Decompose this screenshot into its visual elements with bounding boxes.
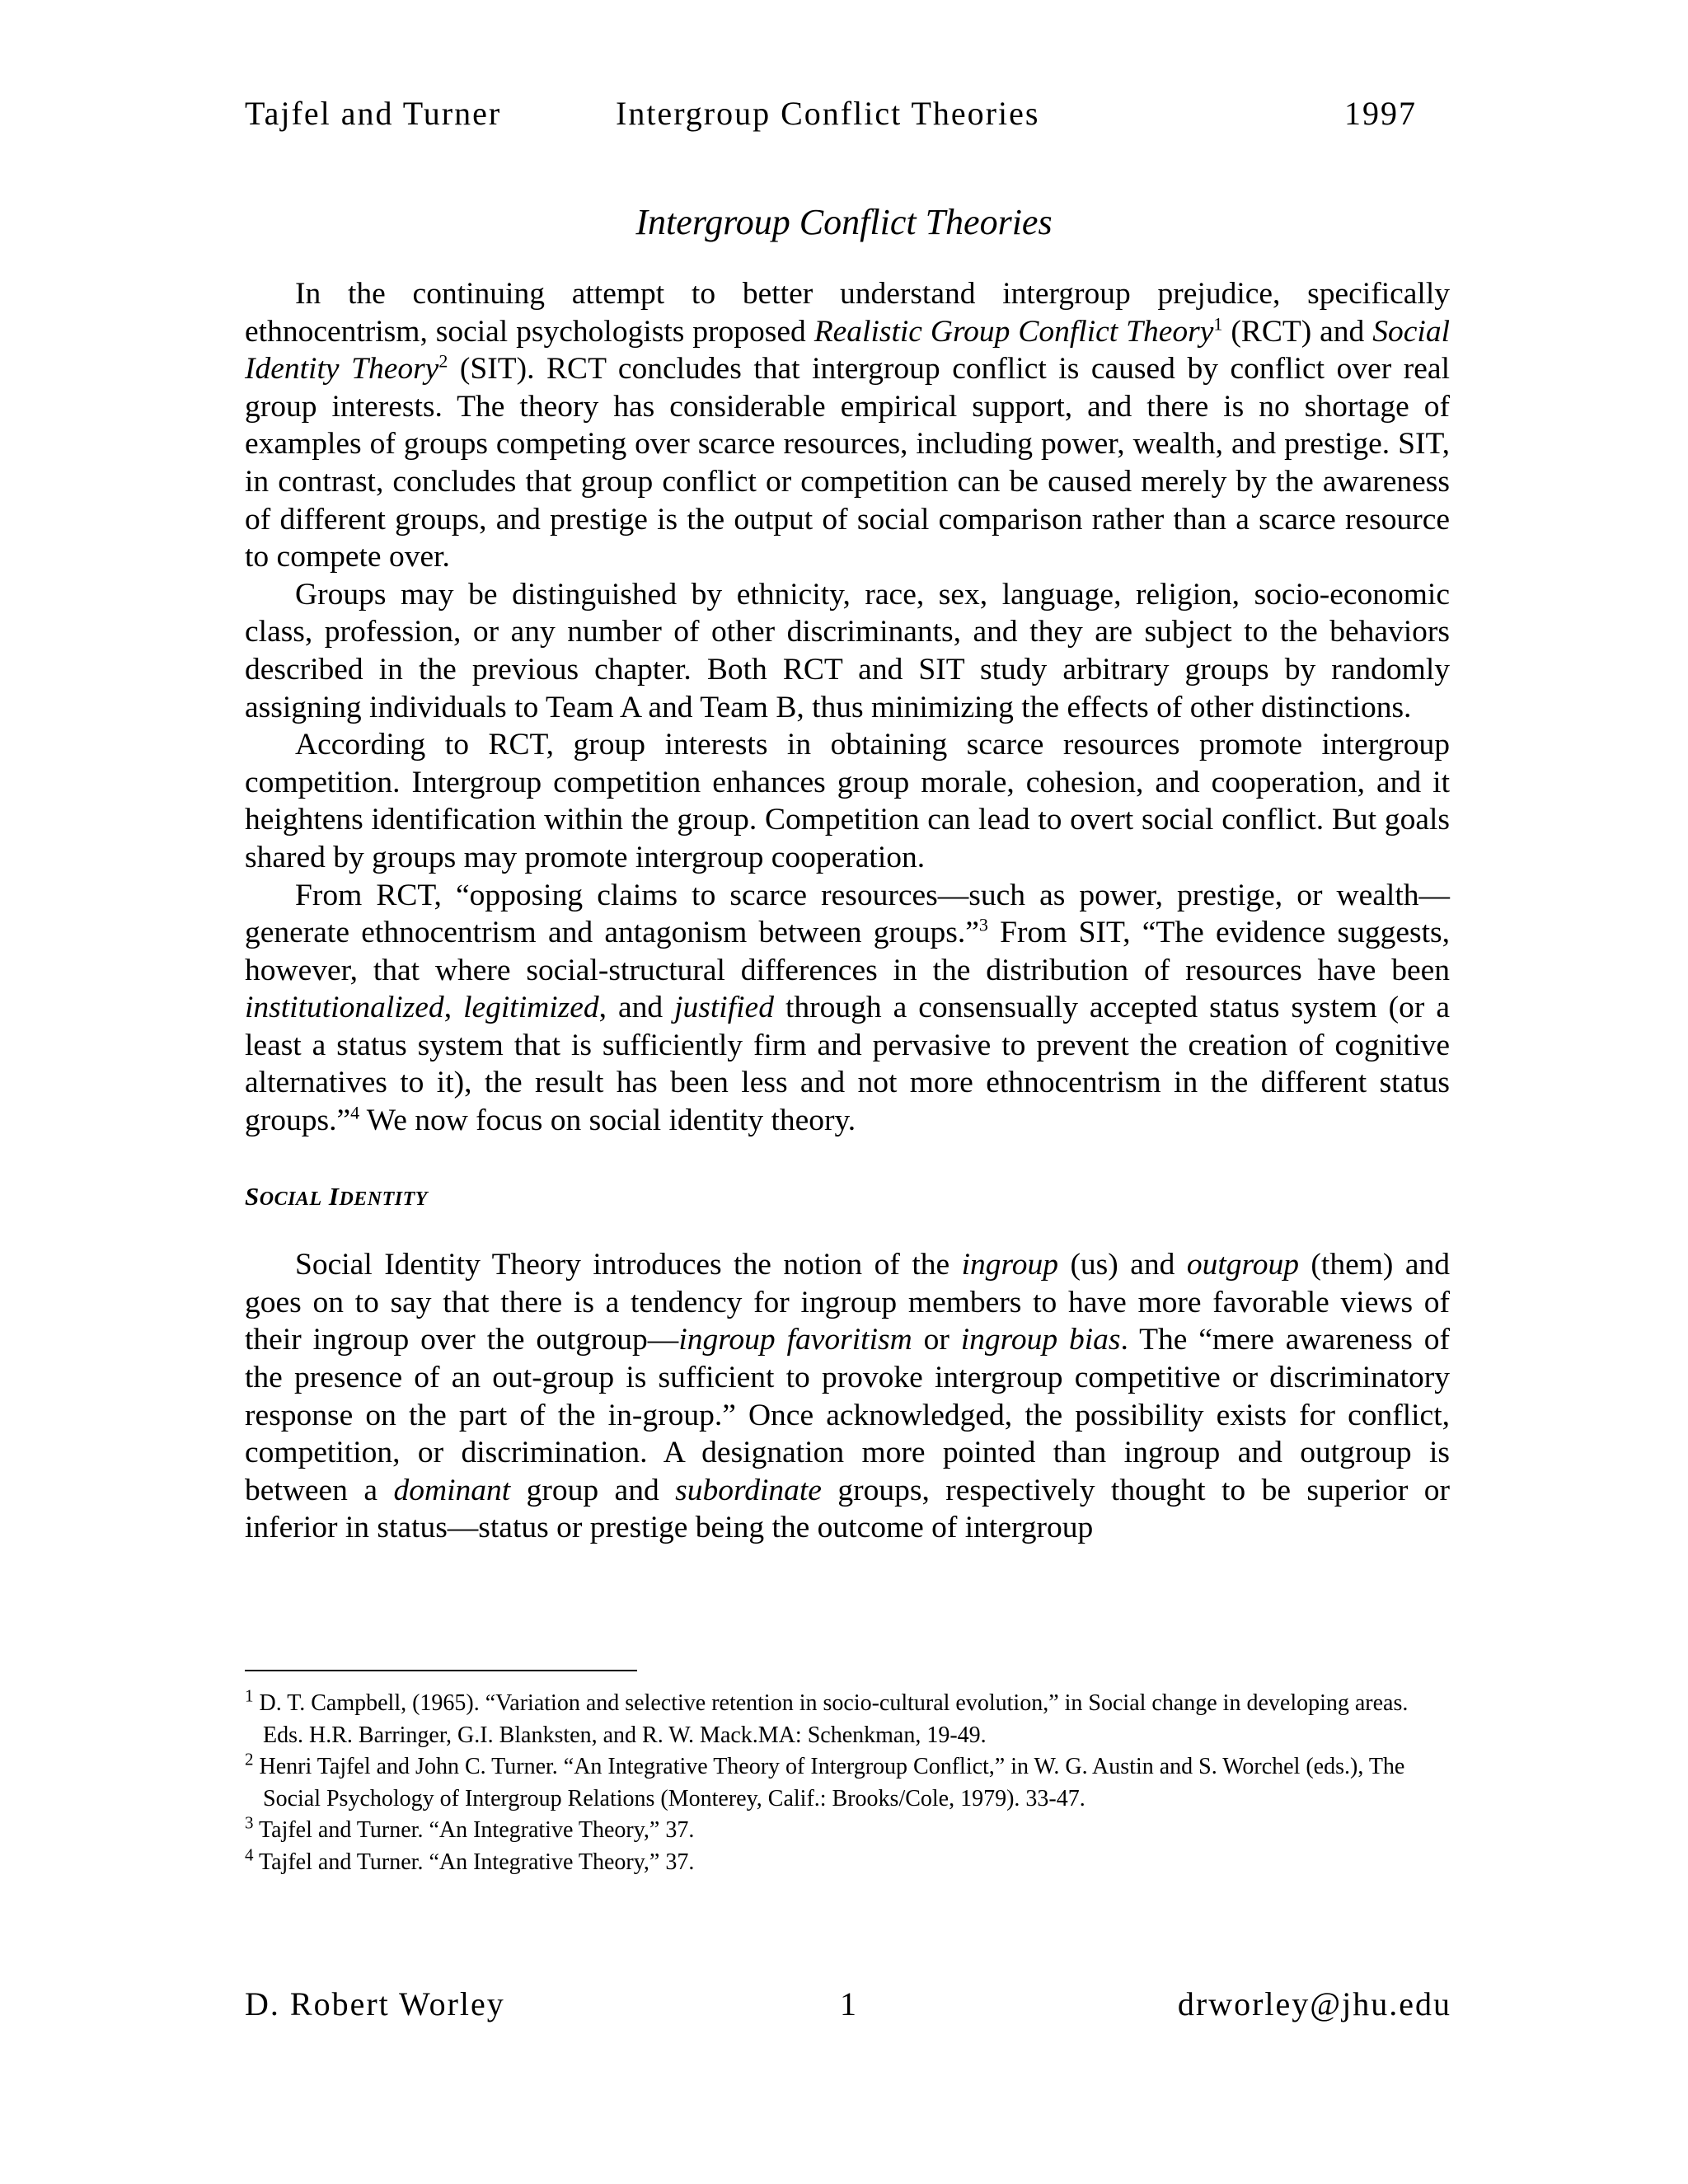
page-title: Intergroup Conflict Theories [635,202,1053,242]
body-text [245,275,1450,1547]
footnote: $^1$ D. T. Campbell, (1965). “Variation and selective retention in socio-cultural evolution,” in Social change in developing areas. Eds. H.R. Barringer, G.I. Blanksten, and R. W. Mack.MA: Schenkman, 19-49. [245,1685,1409,1748]
footer-email: drworley@jhu.edu [1177,1985,1451,2022]
footnote: $^4$ Tajfel and Turner. “An Integrative Theory,” 37. [245,1844,695,1875]
footnotes [245,1685,1450,1878]
paragraph: From RCT, “opposing claims to scarce resources—such as power, prestige, or wealth—generate ethnocentrism and antagonism between groups.”$^3$ From SIT, “The evidence suggests, however, that where social-structural differences in the distribution of resources have been institutionalized, legitimized, and justified through a consensually accepted status system (or a least a status system that is sufficiently firm and pervasive to prevent the creation of cognitive alternatives to it), the result has been less and not more ethnocentrism in the different status groups.”$^4$ We now focus on social identity theory. [245,878,1450,1138]
paragraph: In the continuing attempt to better understand intergroup prejudice, specifically ethnocentrism, social psychologists proposed Realistic Group Conflict Theory$^1$ (RCT) and Social Identity Theory$^2$ (SIT). RCT concludes that intergroup conflict is caused by conflict over real group interests. The theory has considerable empirical support, and there is no shortage of examples of groups competing over scarce resources, including power, wealth, and prestige. SIT, in contrast, concludes that group conflict or competition can be caused merely by the awareness of different groups, and prestige is the output of social comparison rather than a scarce resource to compete over. [245,277,1450,574]
footnote-ref: 4 [350,1102,360,1123]
footnote-separator [245,1670,637,1671]
paragraph: Social Identity Theory introduces the notion of the ingroup (us) and outgroup (them) and goes on to say that there is a tendency for ingroup members to have more favorable views of their ingroup over the outgroup—ingroup favoritism or ingroup bias. The “mere awareness of the presence of an out-group is sufficient to provoke intergroup competitive or discriminatory response on the part of the in-group.” Once acknowledged, the possibility exists for conflict, competition, or discrimination. A designation more pointed than ingroup and outgroup is between a dominant group and subordinate groups, respectively thought to be superior or inferior in status—status or prestige being the outcome of intergroup [245,1248,1450,1545]
running-header [245,94,1417,135]
page-number: 1 [840,1985,858,2022]
footnote: $^2$ Henri Tajfel and John C. Turner. “An Integrative Theory of Intergroup Conflict,” in W. G. Austin and S. Worchel (eds.), The Social Psychology of Intergroup Relations (Monterey, Calif.: Brooks/Cole, 1979). 33-47. [245,1749,1405,1811]
footnote-ref: 3 [978,914,988,935]
running-footer [245,1985,1451,2029]
header-year: 1997 [1344,95,1417,132]
header-title: Intergroup Conflict Theories [616,95,1040,132]
footnote-ref: 1 [1213,313,1223,335]
footer-author: D. Robert Worley [245,1985,505,2022]
paragraph: Groups may be distinguished by ethnicity, race, sex, language, religion, socio-economic class, profession, or any number of other discriminants, and they are subject to the behaviors described in the previous chapter. Both RCT and SIT study arbitrary groups by randomly assigning individuals to Team A and Team B, thus minimizing the effects of other distinctions. [245,577,1450,724]
section-heading: SOCIAL IDENTITY [245,1181,428,1211]
footnote: $^3$ Tajfel and Turner. “An Integrative Theory,” 37. [245,1812,695,1843]
header-authors: Tajfel and Turner [245,95,502,132]
footnote-ref: 2 [438,350,448,372]
paragraph: According to RCT, group interests in obtaining scarce resources promote intergroup competition. Intergroup competition enhances group morale, cohesion, and cooperation, and it heightens identification within the group. Competition can lead to overt social conflict. But goals shared by groups may promote intergroup cooperation. [245,728,1450,874]
